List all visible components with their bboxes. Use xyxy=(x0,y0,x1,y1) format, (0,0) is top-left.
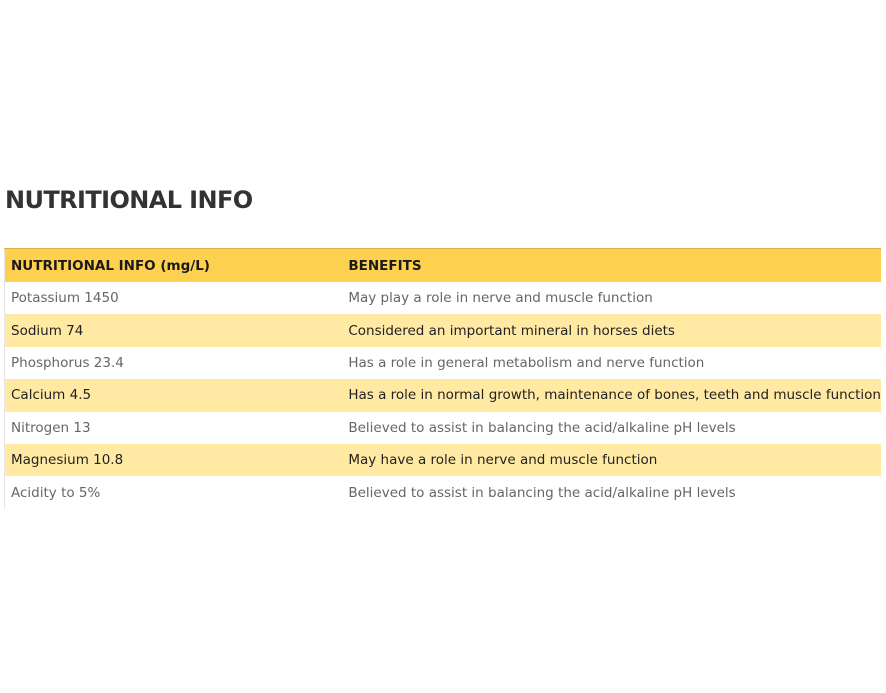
nutrient-cell: Sodium 74 xyxy=(5,314,344,346)
benefit-cell: May play a role in nerve and muscle function xyxy=(343,282,881,314)
column-header-benefits: BENEFITS xyxy=(343,249,881,283)
nutrient-cell: Magnesium 10.8 xyxy=(5,444,344,476)
table-row xyxy=(5,347,882,379)
table-row xyxy=(5,314,882,346)
table-row xyxy=(5,444,882,476)
benefit-cell: Believed to assist in balancing the acid/alkaline pH levels xyxy=(343,412,881,444)
nutrient-cell: Acidity to 5% xyxy=(5,476,344,508)
table-row xyxy=(5,282,882,314)
table-row xyxy=(5,412,882,444)
table-header-row xyxy=(5,249,882,283)
nutrient-cell: Phosphorus 23.4 xyxy=(5,347,344,379)
page-title: NUTRITIONAL INFO xyxy=(5,186,253,214)
benefit-cell: Considered an important mineral in horses diets xyxy=(343,314,881,346)
nutrient-cell: Potassium 1450 xyxy=(5,282,344,314)
table-row xyxy=(5,379,882,411)
nutrient-cell: Nitrogen 13 xyxy=(5,412,344,444)
benefit-cell: Has a role in normal growth, maintenance of bones, teeth and muscle function xyxy=(343,379,881,411)
benefit-cell: Believed to assist in balancing the acid/alkaline pH levels xyxy=(343,476,881,508)
column-header-nutrient: NUTRITIONAL INFO (mg/L) xyxy=(5,249,344,283)
benefit-cell: Has a role in general metabolism and nerve function xyxy=(343,347,881,379)
table-row xyxy=(5,476,882,508)
nutrition-table xyxy=(4,248,881,509)
nutrient-cell: Calcium 4.5 xyxy=(5,379,344,411)
benefit-cell: May have a role in nerve and muscle function xyxy=(343,444,881,476)
